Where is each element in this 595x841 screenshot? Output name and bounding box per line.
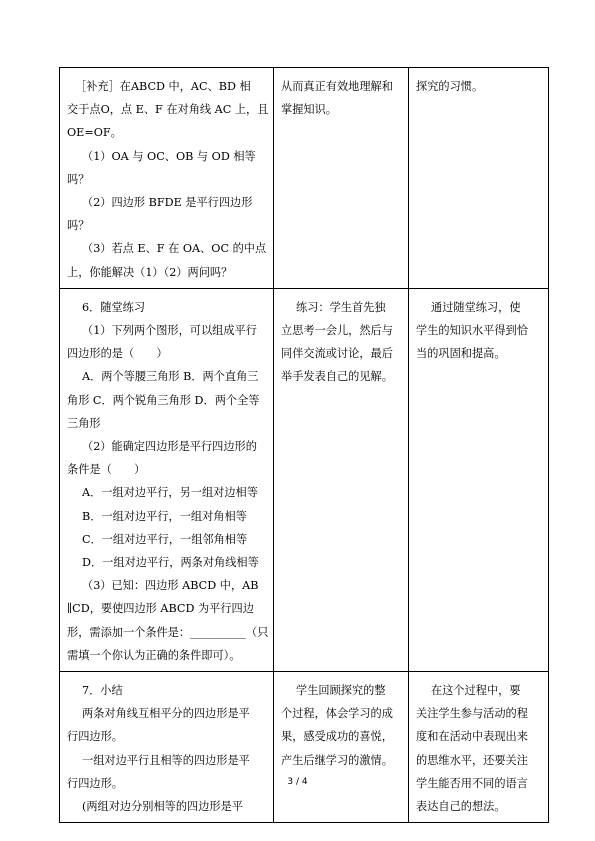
- text-line: 四边形的是（ ）: [67, 347, 168, 361]
- text-line: 探究的习惯。: [416, 80, 484, 93]
- text-line: A．一组对边平行，另一组对边相等: [82, 486, 258, 500]
- student-activity-cell: [274, 68, 409, 289]
- text-line: 7．小结: [82, 684, 123, 698]
- text-line: （1）下列两个图形，可以组成平行: [82, 324, 257, 338]
- design-intent-cell: [409, 672, 549, 823]
- text-line: 学生能否用不同的语言: [416, 776, 528, 790]
- text-line: 学生回顾探究的整: [296, 684, 386, 698]
- text-line: 同伴交流或讨论，最后: [281, 347, 393, 361]
- text-line: （3）若点 E、F 在 OA、OC 的中点: [82, 242, 267, 256]
- text-line: 立思考一会儿，然后与: [281, 324, 393, 338]
- text-line: 形，需添加一个条件是：__________（只: [67, 625, 269, 639]
- text-line: 吗？: [67, 219, 90, 233]
- text-line: 掌握知识。: [281, 103, 337, 117]
- table-row: [60, 672, 549, 823]
- content-cell: [60, 672, 274, 823]
- text-line: 表达自己的想法。: [416, 800, 506, 814]
- text-line: C．一组对边平行，一组邻角相等: [82, 532, 248, 546]
- text-line: 行四边形。: [67, 730, 123, 744]
- text-line: 练习：学生首先独: [296, 300, 386, 314]
- text-line: 度和在活动中表现出来: [416, 730, 528, 744]
- student-activity-cell: [274, 672, 409, 823]
- student-activity-cell: [274, 288, 409, 671]
- text-line: 个过程，体会学习的成: [281, 707, 393, 721]
- table-row: [60, 68, 549, 289]
- content-cell: [60, 288, 274, 671]
- text-line: 在这个过程中，要: [431, 684, 521, 698]
- text-line: 关注学生参与活动的程: [416, 707, 528, 721]
- text-line: (两组对边分别相等的四边形是平: [82, 800, 243, 814]
- text-line: OE=OF。: [67, 126, 122, 140]
- text-line: 举手发表自己的见解。: [281, 370, 393, 384]
- text-line: （2）能确定四边形是平行四边形的: [82, 440, 257, 454]
- text-line: A．两个等腰三角形 B．两个直角三: [82, 370, 259, 384]
- table-row: [60, 288, 549, 671]
- design-intent-cell: [409, 68, 549, 289]
- text-line: 需填一个你认为正确的条件即可）。: [67, 648, 241, 662]
- page-number: 3 / 4: [287, 777, 308, 787]
- text-line: 产生后继学习的激情。: [281, 753, 393, 767]
- text-line: 学生的知识水平得到恰: [416, 324, 528, 338]
- text-line: 上，你能解决（1）（2）两问吗？: [67, 265, 233, 279]
- text-line: （3）已知：四边形 ABCD 中，AB: [82, 579, 259, 593]
- text-line: 通过随堂练习，使: [431, 300, 521, 314]
- text-line: 吗？: [67, 172, 90, 186]
- text-line: D．一组对边平行，两条对角线相等: [82, 556, 259, 570]
- text-line: 的思维水平，还要关注: [416, 753, 528, 767]
- text-line: ［补充］在ABCD 中，AC、BD 相: [75, 80, 251, 93]
- text-line: 条件是（ ）: [67, 463, 146, 477]
- text-line: （2）四边形 BFDE 是平行四边形: [82, 196, 253, 210]
- design-intent-cell: [409, 288, 549, 671]
- text-line: 6．随堂练习: [82, 300, 146, 314]
- text-line: 从而真正有效地理解和: [281, 80, 393, 93]
- text-line: 交于点O，点 E、F 在对角线 AC 上，且: [67, 103, 269, 117]
- text-line: 三角形: [67, 416, 101, 430]
- text-line: 一组对边平行且相等的四边形是平: [82, 753, 250, 767]
- text-line: 角形 C．两个锐角三角形 D．两个全等: [67, 393, 260, 407]
- text-line: 果，感受成功的喜悦，: [281, 730, 393, 744]
- text-line: 两条对角线互相平分的四边形是平: [82, 707, 250, 721]
- text-line: ∥CD，要使四边形 ABCD 为平行四边: [67, 602, 254, 616]
- content-cell: [60, 68, 274, 289]
- text-line: （1）OA 与 OC、OB 与 OD 相等: [82, 149, 256, 163]
- text-line: 当的巩固和提高。: [416, 347, 506, 361]
- text-line: B．一组对边平行，一组对角相等: [82, 509, 247, 523]
- lesson-plan-table: [59, 67, 549, 823]
- text-line: 行四边形。: [67, 776, 123, 790]
